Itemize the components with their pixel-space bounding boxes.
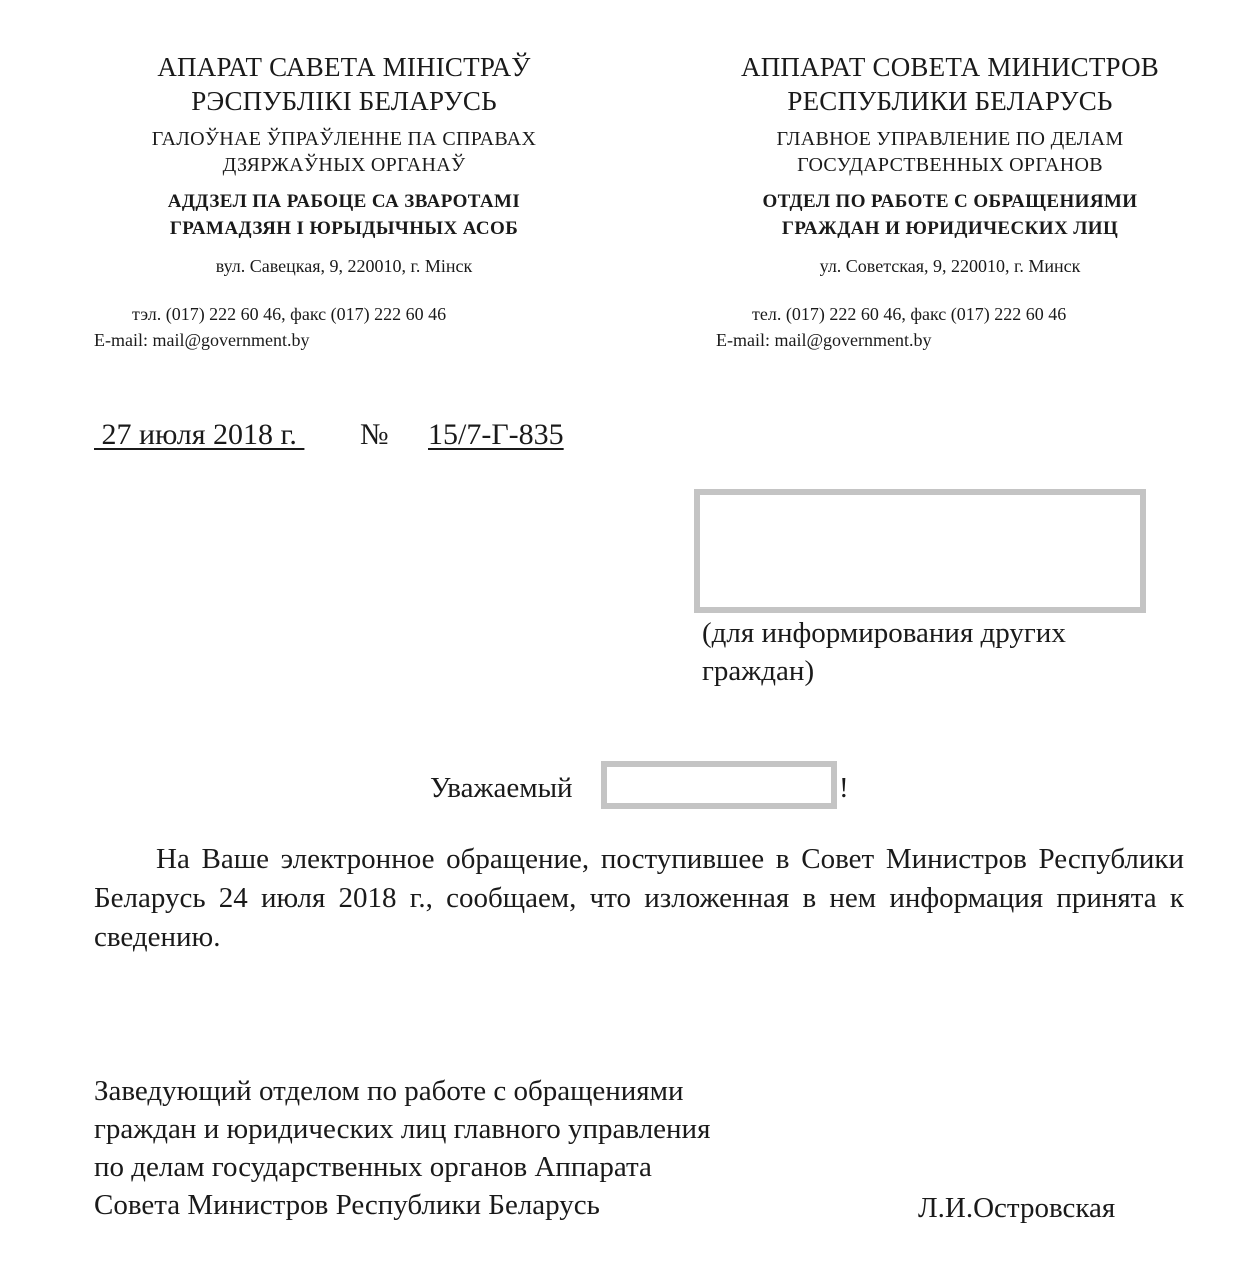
left-org-line1: АПАРАТ САВЕТА МІНІСТРАЎ xyxy=(157,52,531,82)
signature-position-line3: по делам государственных органов Аппарата xyxy=(94,1151,652,1183)
registration-date: 27 июля 2018 г. xyxy=(94,418,305,451)
left-org-line2: РЭСПУБЛІКІ БЕЛАРУСЬ xyxy=(191,86,497,116)
right-unit-line1: ОТДЕЛ ПО РАБОТЕ С ОБРАЩЕНИЯМИ xyxy=(762,191,1138,212)
recipient-note-line2: граждан) xyxy=(702,655,815,687)
right-header xyxy=(700,50,1200,278)
left-dept-line1: ГАЛОЎНАЕ ЎПРАЎЛЕННЕ ПА СПРАВАХ xyxy=(151,128,537,150)
signature-name: Л.И.Островская xyxy=(918,1192,1116,1224)
right-address: ул. Советская, 9, 220010, г. Минск xyxy=(819,256,1081,276)
left-dept-line2: ДЗЯРЖАЎНЫХ ОРГАНАЎ xyxy=(222,154,466,176)
signature-position-line1: Заведующий отделом по работе с обращениями xyxy=(94,1075,684,1107)
body-paragraph-text: На Ваше электронное обращение, поступившее в Совет Министров Республики Беларусь 24 июля 2018 г., сообщаем, что изложенная в нем информация принята к сведению. xyxy=(94,843,1184,953)
left-header xyxy=(94,50,594,278)
right-org-line2: РЕСПУБЛИКИ БЕЛАРУСЬ xyxy=(787,86,1113,116)
signature-position-line2: граждан и юридических лиц главного управления xyxy=(94,1113,711,1145)
right-unit-line2: ГРАЖДАН И ЮРИДИЧЕСКИХ ЛИЦ xyxy=(781,218,1119,239)
salutation-name-redacted-box xyxy=(601,761,837,809)
salutation-suffix: ! xyxy=(839,772,849,804)
right-dept-line1: ГЛАВНОЕ УПРАВЛЕНИЕ ПО ДЕЛАМ xyxy=(776,128,1124,150)
left-unit-line2: ГРАМАДЗЯН І ЮРЫДЫЧНЫХ АСОБ xyxy=(169,218,519,239)
recipient-note-line1: (для информирования других xyxy=(702,617,1066,649)
signature-position-line4: Совета Министров Республики Беларусь xyxy=(94,1189,600,1221)
left-email: E-mail: mail@government.by xyxy=(94,330,310,350)
left-unit-line1: АДДЗЕЛ ПА РАБОЦЕ СА ЗВАРОТАМІ xyxy=(167,191,521,212)
recipient-note xyxy=(702,614,1066,690)
body-paragraph xyxy=(94,840,1184,957)
right-org-line1: АППАРАТ СОВЕТА МИНИСТРОВ xyxy=(741,52,1159,82)
left-phone: тэл. (017) 222 60 46, факс (017) 222 60 46 xyxy=(132,304,447,324)
registration-number-sign: № xyxy=(360,418,389,451)
left-address: вул. Савецкая, 9, 220010, г. Мінск xyxy=(215,256,473,276)
signature-position xyxy=(94,1072,710,1224)
recipient-redacted-box xyxy=(694,489,1146,613)
right-email: E-mail: mail@government.by xyxy=(716,330,932,350)
right-dept-line2: ГОСУДАРСТВЕННЫХ ОРГАНОВ xyxy=(797,154,1103,176)
right-phone: тел. (017) 222 60 46, факс (017) 222 60 46 xyxy=(752,304,1067,324)
registration-number: 15/7-Г-835 xyxy=(428,418,564,451)
salutation-prefix: Уважаемый xyxy=(430,772,573,804)
